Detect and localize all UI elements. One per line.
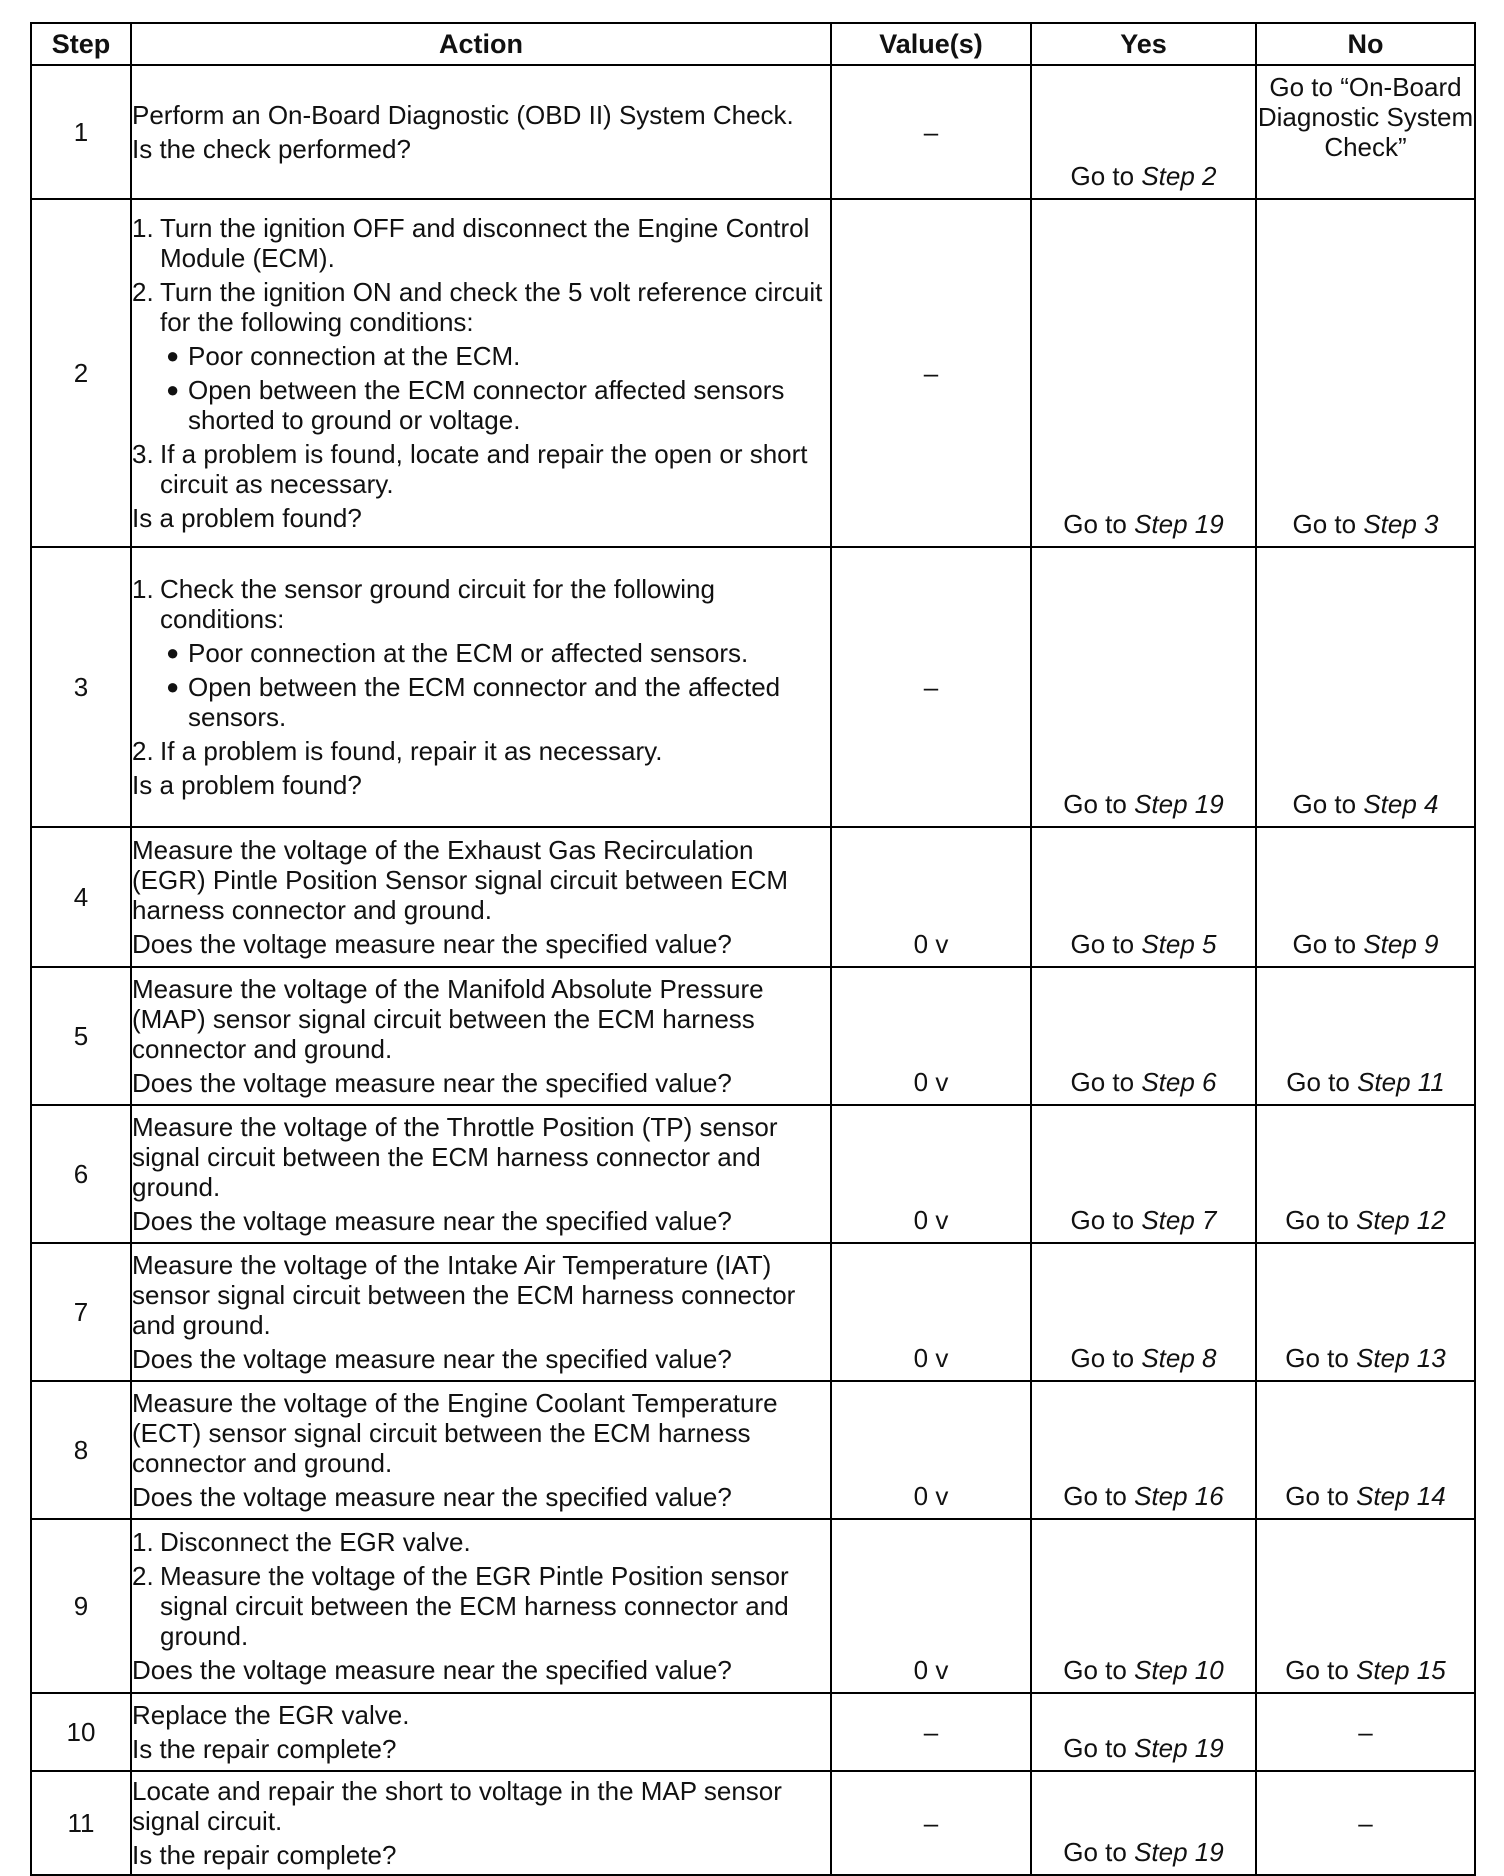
action-bullet: ● Open between the ECM connector affected sensors shorted to ground or voltage. — [166, 375, 785, 435]
table-row — [31, 65, 1475, 199]
table-row — [31, 1693, 1475, 1771]
no-cell — [1256, 1243, 1475, 1381]
step-number: 2 — [31, 199, 131, 547]
action-text: Measure the voltage of the Manifold Absolute Pressure (MAP) sensor signal circuit between the ECM harness connector and ground. — [132, 974, 764, 1064]
step-number: 1 — [31, 65, 131, 199]
value-cell: 0 v — [831, 1519, 1031, 1693]
yes-link: Go to Step 5 — [1070, 929, 1217, 959]
no-cell — [1256, 967, 1475, 1105]
yes-link: Go to Step 7 — [1070, 1205, 1217, 1235]
yes-cell — [1031, 1105, 1256, 1243]
step-number: 11 — [31, 1771, 131, 1875]
action-item: 1. Check the sensor ground circuit for the following conditions: — [132, 574, 715, 634]
no-cell — [1256, 1381, 1475, 1519]
header-row — [31, 23, 1475, 65]
action-question: Is the repair complete? — [132, 1734, 397, 1764]
action-question: Does the voltage measure near the specified value? — [132, 1206, 732, 1236]
value-cell: – — [831, 547, 1031, 827]
action-item: 2. If a problem is found, repair it as necessary. — [132, 736, 663, 766]
table-row — [31, 1771, 1475, 1875]
action-text: Measure the voltage of the Exhaust Gas Recirculation (EGR) Pintle Position Sensor signal circuit between ECM harness connector and ground. — [132, 835, 789, 925]
step-number: 10 — [31, 1693, 131, 1771]
no-link: Go to Step 4 — [1292, 789, 1439, 819]
value-cell: – — [831, 65, 1031, 199]
header-action: Action — [131, 23, 831, 65]
yes-cell — [1031, 1243, 1256, 1381]
action-question: Is a problem found? — [132, 503, 362, 533]
action-text: Measure the voltage of the Throttle Position (TP) sensor signal circuit between the ECM harness connector and ground. — [132, 1112, 778, 1202]
yes-cell — [1031, 1771, 1256, 1875]
yes-cell — [1031, 827, 1256, 967]
action-cell — [131, 65, 831, 199]
value-cell: 0 v — [831, 827, 1031, 967]
action-text: Perform an On-Board Diagnostic (OBD II) System Check. — [132, 100, 794, 130]
action-bullet: ● Poor connection at the ECM. — [166, 341, 521, 371]
table-row — [31, 547, 1475, 827]
action-cell — [131, 1105, 831, 1243]
no-cell — [1256, 199, 1475, 547]
no-link: Go to “On-Board Diagnostic System Check” — [1257, 72, 1474, 162]
yes-link: Go to Step 10 — [1063, 1655, 1224, 1685]
value-cell: 0 v — [831, 1105, 1031, 1243]
action-question: Does the voltage measure near the specified value? — [132, 1344, 732, 1374]
action-cell — [131, 1243, 831, 1381]
yes-cell — [1031, 967, 1256, 1105]
step-number: 7 — [31, 1243, 131, 1381]
yes-link: Go to Step 2 — [1070, 161, 1217, 191]
step-number: 4 — [31, 827, 131, 967]
action-text: Measure the voltage of the Engine Coolant Temperature (ECT) sensor signal circuit between the ECM harness connector and ground. — [132, 1388, 778, 1478]
action-cell — [131, 1771, 831, 1875]
yes-link: Go to Step 8 — [1070, 1343, 1217, 1373]
diagnostic-table — [30, 22, 1476, 1876]
step-number: 9 — [31, 1519, 131, 1693]
step-number: 5 — [31, 967, 131, 1105]
no-cell — [1256, 65, 1475, 199]
no-cell: – — [1256, 1771, 1475, 1875]
value-cell: 0 v — [831, 1381, 1031, 1519]
header-no: No — [1256, 23, 1475, 65]
yes-cell — [1031, 65, 1256, 199]
step-number: 6 — [31, 1105, 131, 1243]
value-cell: – — [831, 1693, 1031, 1771]
action-cell — [131, 1381, 831, 1519]
value-cell: 0 v — [831, 1243, 1031, 1381]
action-text: Measure the voltage of the Intake Air Temperature (IAT) sensor signal circuit between the ECM harness connector and ground. — [132, 1250, 796, 1340]
action-question: Does the voltage measure near the specified value? — [132, 929, 732, 959]
table-row — [31, 1105, 1475, 1243]
action-question: Is the repair complete? — [132, 1840, 397, 1870]
yes-cell — [1031, 1693, 1256, 1771]
header-yes: Yes — [1031, 23, 1256, 65]
action-cell — [131, 1519, 831, 1693]
value-cell: 0 v — [831, 967, 1031, 1105]
no-cell — [1256, 1519, 1475, 1693]
action-cell — [131, 199, 831, 547]
no-link: Go to Step 12 — [1285, 1205, 1446, 1235]
yes-link: Go to Step 19 — [1063, 1837, 1224, 1867]
yes-cell — [1031, 547, 1256, 827]
no-cell: – — [1256, 1693, 1475, 1771]
table-row — [31, 1243, 1475, 1381]
action-item: 1. Disconnect the EGR valve. — [132, 1527, 471, 1557]
value-cell: – — [831, 1771, 1031, 1875]
no-cell — [1256, 547, 1475, 827]
no-link: Go to Step 13 — [1285, 1343, 1446, 1373]
action-question: Does the voltage measure near the specified value? — [132, 1482, 732, 1512]
table-row — [31, 967, 1475, 1105]
step-number: 3 — [31, 547, 131, 827]
value-cell: – — [831, 199, 1031, 547]
action-cell — [131, 967, 831, 1105]
action-cell — [131, 827, 831, 967]
header-step: Step — [31, 23, 131, 65]
table-row — [31, 1519, 1475, 1693]
action-item: 2. Measure the voltage of the EGR Pintle Position sensor signal circuit between the ECM harness connector and ground. — [132, 1561, 789, 1651]
no-link: Go to Step 15 — [1285, 1655, 1446, 1685]
action-cell — [131, 1693, 831, 1771]
table-row — [31, 827, 1475, 967]
action-question: Is a problem found? — [132, 770, 362, 800]
table-row — [31, 1381, 1475, 1519]
yes-cell — [1031, 1381, 1256, 1519]
yes-link: Go to Step 16 — [1063, 1481, 1224, 1511]
yes-link: Go to Step 6 — [1070, 1067, 1217, 1097]
action-bullet: ● Poor connection at the ECM or affected sensors. — [166, 638, 749, 668]
no-cell — [1256, 1105, 1475, 1243]
no-cell — [1256, 827, 1475, 967]
header-values: Value(s) — [831, 23, 1031, 65]
action-bullet: ● Open between the ECM connector and the affected sensors. — [166, 672, 781, 732]
yes-link: Go to Step 19 — [1063, 1733, 1224, 1763]
yes-cell — [1031, 1519, 1256, 1693]
table-row — [31, 199, 1475, 547]
yes-cell — [1031, 199, 1256, 547]
no-link: Go to Step 14 — [1285, 1481, 1446, 1511]
action-item: 1. Turn the ignition OFF and disconnect the Engine Control Module (ECM). — [132, 213, 810, 273]
yes-link: Go to Step 19 — [1063, 509, 1224, 539]
no-link: Go to Step 3 — [1292, 509, 1439, 539]
yes-link: Go to Step 19 — [1063, 789, 1224, 819]
action-item: 2. Turn the ignition ON and check the 5 volt reference circuit for the following conditions: — [132, 277, 823, 337]
action-text: Replace the EGR valve. — [132, 1700, 410, 1730]
no-link: Go to Step 11 — [1286, 1067, 1445, 1097]
action-cell — [131, 547, 831, 827]
no-link: Go to Step 9 — [1292, 929, 1439, 959]
action-question: Is the check performed? — [132, 134, 411, 164]
action-question: Does the voltage measure near the specified value? — [132, 1068, 732, 1098]
action-item: 3. If a problem is found, locate and repair the open or short circuit as necessary. — [132, 439, 808, 499]
action-text: Locate and repair the short to voltage in the MAP sensor signal circuit. — [132, 1776, 782, 1836]
action-question: Does the voltage measure near the specified value? — [132, 1655, 732, 1685]
step-number: 8 — [31, 1381, 131, 1519]
